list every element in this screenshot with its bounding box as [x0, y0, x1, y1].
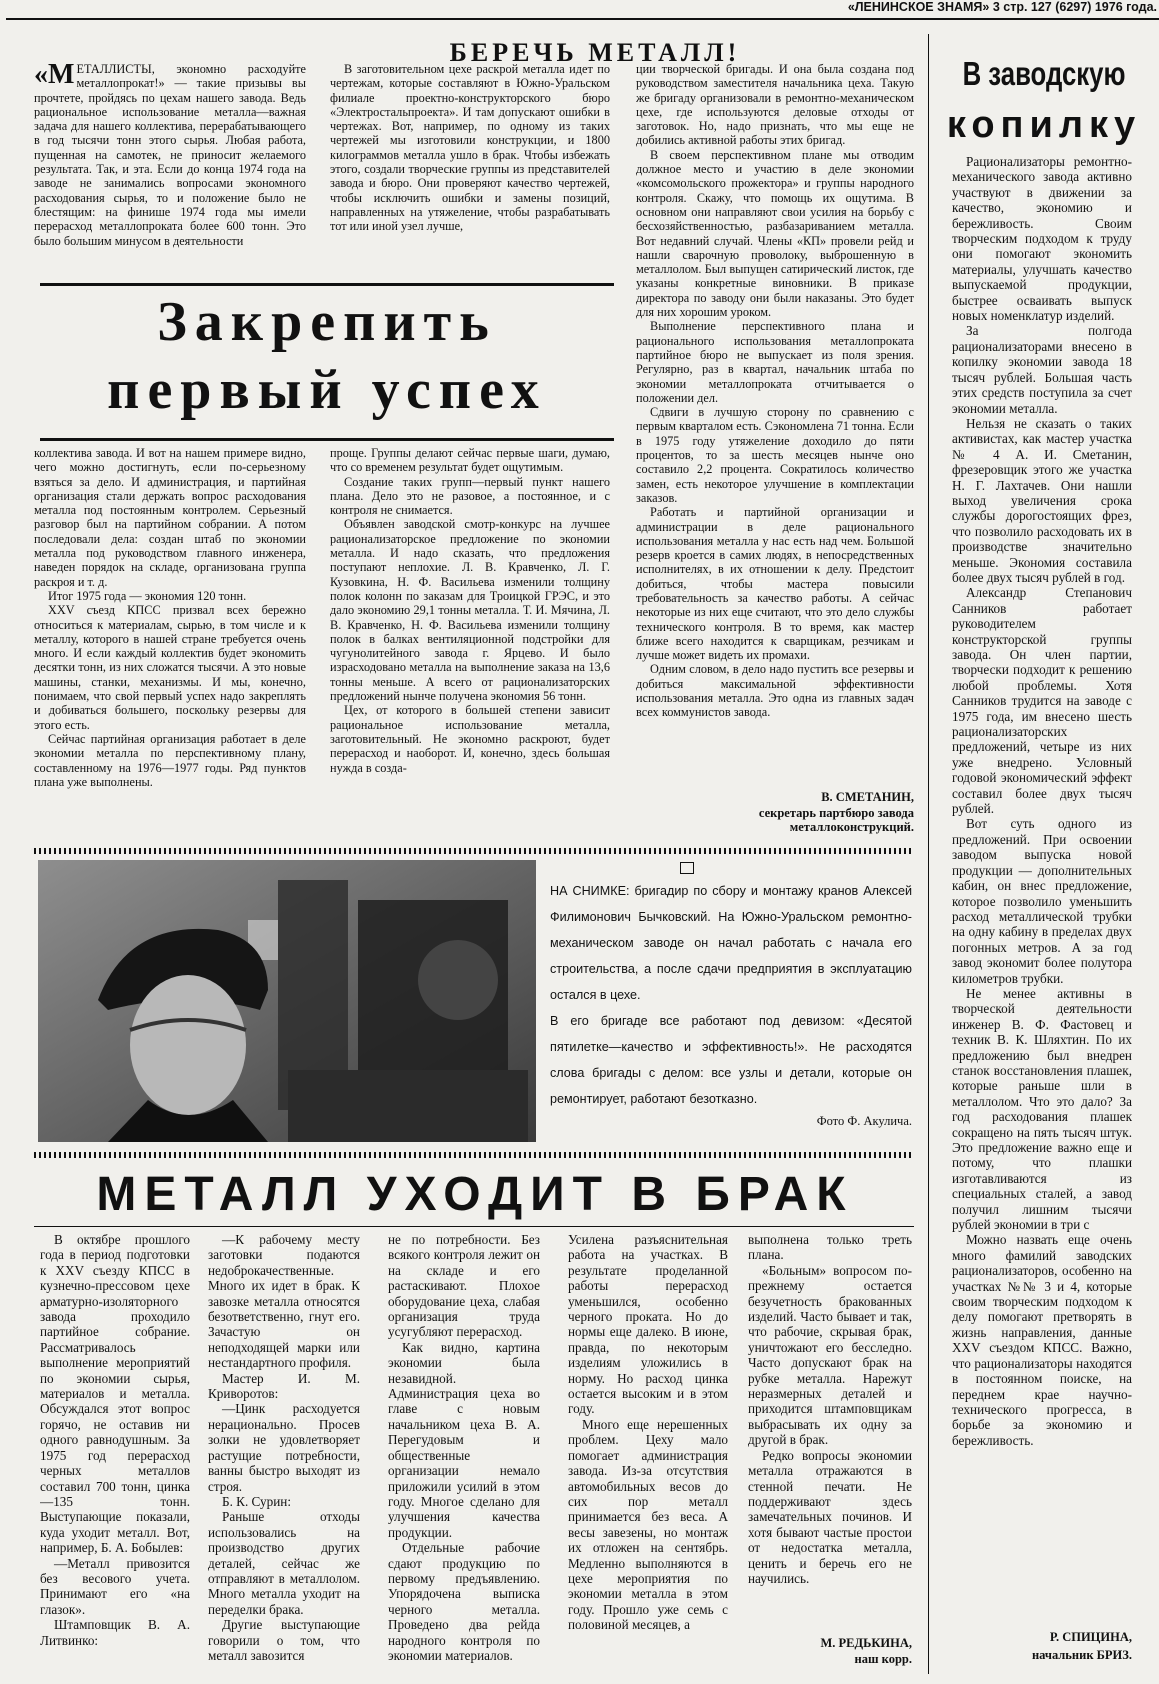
article1-col1-top [34, 62, 306, 274]
article1-col2-b-p2: Создание таких групп—первый пункт нашего плана. Дело это не разовое, а постоянное, и с контроля не снимается. [330, 474, 610, 518]
sidebar-p7: Можно назвать еще очень много фамилий заводских рационализаторов, особенно на участках №№ 3 и 4, которые своим творческим подходом к делу помогают претворять в жизнь направления, данные XXV съездом КПСС. Важно, что рационализаторы находятся в постоянном поиске, на переднем крае научно-технического прогресса, в борьбе за экономию и бережливость. [952, 1232, 1132, 1448]
photo-caption-p2: В его бригаде все работают под девизом: «Десятой пятилетке—качество и эффективность!». Не расходятся слова бригады с делом: все узлы и детали, которые он ремонтирует, работают безотказно. [550, 1014, 912, 1106]
sidebar-p4: Александр Степанович Санников работает руководителем конструкторской группы завода. Он член партии, творчески подходит к решению любой проблемы. Хотя Санников трудится на заводе с 1975 года, им внесено шесть рационализаторских предложений, четыре из них уже внедрено. Условный годовой экономический эффект составил более двух тысяч рублей. [952, 585, 1132, 817]
article2-c1-p2: —Металл привозится без весового учета. Принимают его «на глазок». [40, 1555, 190, 1617]
article2-c2-p6: Другие выступающие говорили о том, что металл завозится [208, 1617, 360, 1663]
article2-c3-p2: Как видно, картина экономии была незавидной. Администрация цеха во главе с новым начальником цеха В. А. Перегудовым и общественные организации немало приложили усилий в этом году. Многое сделано для улучшения качества продукции. [388, 1339, 540, 1540]
article1-col3-p2: В своем перспективном плане мы отводим должное место и участию в деле экономии «комсомольского прожектора» и группы народного контроля. Скажу, что помощь их ощутима. В основном они направляют свои усилия на борьбу с бесхозяйственностью, разбазариванием металла. Вот недавний случай. Члены «КП» провели рейд и нашли сварочную проволоку, выброшенную в металлолом. Был выпущен сатирический листок, где указаны конкретные виновники. В приказе директора по заводу они были наказаны. Это будет для них хорошим уроком. [636, 147, 914, 320]
headline-rule-bottom [40, 438, 614, 441]
article2-c2-p2: Мастер И. М. Криворотов: [208, 1370, 360, 1402]
article2-c2-p1: —К рабочему месту заготовки подаются недоброкачественные. Много их идет в брак. К завозке металла относятся безответственно, гнут его. Зачастую он неподходящей марки или нестандартного профиля. [208, 1232, 360, 1371]
sidebar-p2: За полгода рационализаторами внесено в копилку экономии завода 18 тысяч рублей. Большая часть этих средств поступила за счет экономии металла. [952, 323, 1132, 416]
caption-marker [680, 862, 694, 874]
article2-c5-p2: «Больным» вопросом по-прежнему остается безучетность бракованных изделий. Часто бывает и так, что рабочие, скрывая брак, уничтожают его бесследно. Часто допускают брак на рубке металла. Нарежут неразмерных деталей и приходится штамповщикам выбрасывать их одну за другой в брак. [748, 1262, 912, 1448]
sidebar-body [952, 154, 1132, 1630]
article1-col3 [636, 62, 914, 788]
photo-credit: Фото Ф. Акулича. [816, 1114, 912, 1128]
sidebar-p6: Не менее активны в творческой деятельности инженер В. Ф. Фастовец и техник В. К. Шляхтин. По их предложению был внедрен станок восстановления плашек, которые раньше шли в металлолом. Что это дало? За год расходования плашек сокращено на пять тысяч штук. Это предложение важно еще и потому, что плашки изготавливаются из специальных сталей, а завод получил лишним тысячи рублей экономии в три с [952, 985, 1132, 1233]
article1-col3-p5: Работать и партийной организации и администрации в деле рационального использования металла у нас есть над чем. Большой резерв кроется в самих людях, в непосредственных исполнителях, в их отношении к делу. Предстоит добиться, чтобы мастера повысили требовательность за качество работы. А сейчас некоторые из них еще считают, что это дело службы технического контроля. В то время, как мастер ближе всего находится к сварщикам, резчикам и лучше может видеть их промахи. [636, 505, 914, 663]
article1-signature-note: секретарь партбюро завода металлоконструкций. [758, 806, 914, 834]
article1-col3-p6: Одним словом, в дело надо пустить все резервы и добиться максимальной эффективности использования металла. Это одна из главных задач всех коммунистов завода. [636, 662, 914, 720]
article1-col1-b-p2: Итог 1975 года — экономия 120 тонн. [48, 588, 247, 603]
article1-headline-line2: первый успех [107, 359, 547, 421]
article2-headline: МЕТАЛЛ УХОДИТ В БРАК [96, 1168, 854, 1221]
article1-col2-bottom [330, 446, 610, 826]
article2-c2-p3: —Цинк расходуется нерационально. Просев золки не удовлетворяет растущие потребности, ванны быстро выходят из строя. [208, 1401, 360, 1494]
sidebar-headline-line2: копилку [946, 104, 1142, 146]
headline-rule-top [40, 283, 614, 286]
photo-caption-p1: НА СНИМКЕ: бригадир по сбору и монтажу кранов Алексей Филимонович Бычковский. На Южно-Уральском ремонтно-механическом заводе он начал работать с начала его строительства, а после сдачи предприятия в эксплуатацию остался в цехе. [550, 884, 912, 1002]
masthead-rule [6, 18, 1159, 20]
article2-headline-rule [34, 1226, 914, 1227]
article2-col2 [208, 1232, 360, 1672]
article2-c2-p4: Б. К. Сурин: [222, 1493, 291, 1509]
article1-col1-b-p3: XXV съезд КПСС призвал всех бережно относиться к материалам, сырью, в том числе и к металлу, которого в нашей стране требуется очень много. И если каждый коллектив будет экономить десятки тонн, из них сложатся тысячи. А это новые машины, станки, механизмы. И мы, конечно, понимаем, что свой первый успех надо закреплять и добиваться большего, поскольку резервы для этого есть. [34, 603, 306, 732]
sidebar-p5: Вот суть одного из предложений. При освоении заводом выпуска новой продукции — дополнительных кабин, он внес предложение, которое позволило уменьшить расход металлической трубки на одну кабину в пределах двух погонных метров. А за год завод экономит более полутора километров трубки. [952, 816, 1132, 986]
article1-col2-top-text: В заготовительном цехе раскрой металла идет по чертежам, которые составляют в Южно-Уральском филиале проектно-конструкторского бюро «Электростальпроекта». И там допускают ошибки в чертежах. Вот, например, по одному из таких чертежей мы изготовили конструкции, и 1800 килограммов металла ушло в брак. Чтобы избежать этого, создали творческие группы из представителей завода и бюро. Они проверяют качество чертежей, чтобы исключить ошибки и замены позиций, направленных на утяжеление, чтобы разрабатывать тот или иной узел лучше, [330, 62, 610, 234]
article1-col2-b-p4: Цех, от которого в большей степени зависит рациональное использование металла, заготовительный. Не экономно раскроют, будет перерасход и наоборот. И, конечно, здесь большая нужда в созда- [330, 703, 610, 775]
article2-c3-p3: Отдельные рабочие сдают продукцию по первому предъявлению. Упорядочена выписка черного металла. Проведено два рейда народного контроля по экономии материалов. [388, 1540, 540, 1663]
article2-c5-p3: Редко вопросы экономии металла отражаются в стенной печати. Не поддерживают здесь замечательных починов. И хотя бывают частые простои от недостатка металла, ценить и беречь его не научились. [748, 1447, 912, 1586]
article1-col3-p4: Сдвиги в лучшую сторону по сравнению с первым кварталом есть. Сэкономлена 71 тонна. Если в 1975 году утяжеление доходило до пяти процентов, то за шесть месяцев нынче оно составило 2,2 процента. Сократилось количество замен, есть некоторое улучшение в комплектации заказов. [636, 405, 914, 505]
sidebar-p3: Нельзя не сказать о таких активистах, как мастер участка № 4 А. И. Сметанин, фрезеровщик этого же участка Н. Г. Лахтачев. Они нашли выход увеличения срока службы дорогостоящих фрез, что позволило расходовать их в производстве значительно меньше. Экономия составила более двух тысяч рублей в год. [952, 415, 1132, 585]
sidebar-headline-line1: В заводскую [962, 55, 1126, 92]
article2-col4 [568, 1232, 728, 1672]
article1-col2-b-p1: проще. Группы делают сейчас первые шаги, думаю, что со временем результат будет ощутимым. [330, 446, 610, 475]
article1-col1-bottom [34, 446, 306, 826]
article1-col2-top [330, 62, 610, 274]
article2-col3 [388, 1232, 540, 1672]
article1-col3-p3: Выполнение перспективного плана и рационального использования металлопроката партийное бюро не выпускает из поля зрения. Регулярно, раз в квартал, начальник штаба по экономии металлопроката отчитывается о положении дел. [636, 319, 914, 405]
sidebar-signature-note: начальник БРИЗ. [1031, 1648, 1132, 1662]
sidebar-divider [928, 34, 929, 1674]
article1-col1-b-p4: Сейчас партийная организация работает в деле экономии металла по перспективному плану, составленному на 1976—1977 годы. Ряд пунктов плана уже выполнены. [34, 731, 306, 789]
section-title: БЕРЕЧЬ МЕТАЛЛ! [449, 38, 741, 67]
article2-signature: М. РЕДЬКИНА, [820, 1636, 912, 1650]
photo-caption [550, 878, 912, 1114]
article2-col5 [748, 1232, 912, 1632]
article2-c1-p1: В октябре прошлого года в период подготовки к XXV съезду КПСС в кузнечно-прессовом цехе арматурно-изоляторного завода проходило партийное собрание. Рассматривалось выполнение мероприятий по экономии сырья, материалов и металла. Обсуждался этот вопрос горячо, не оставив ни одного равнодушным. За 1975 год перерасход черных металлов составил 700 тонн, цинка—135 тонн. Выступающие показали, куда уходит металл. Вот, например, Б. А. Бобылев: [40, 1232, 190, 1556]
article2-c4-p2: Много еще нерешенных проблем. Цеху мало помогает администрация завода. Из-за отсутствия автомобильных весов до сих пор металл принимается без веса. А весы завезены, но монтаж их отложен на сентябрь. Медленно выполняются в цехе мероприятия по экономии металла в этом году. Прошло уже семь с половиной месяцев, а [568, 1416, 728, 1633]
article2-c3-p1: не по потребности. Без всякого контроля лежит он на складе и его растаскивают. Плохое оборудование цеха, слабая организация труда усугубляют перерасход. [388, 1232, 540, 1340]
worker-photo-image [38, 860, 536, 1142]
article2-c2-p5: Раньше отходы использовались на производство других деталей, сейчас же отправляют в металлолом. Много металла уходит на переделки брака. [208, 1509, 360, 1617]
masthead: «ЛЕНИНСКОЕ ЗНАМЯ» 3 стр. 127 (6297) 1976 года. [847, 0, 1157, 14]
photo-top-rule [34, 848, 914, 854]
article1-col3-p1: ции творческой бригады. И она была создана под руководством заместителя начальника цеха. Такую же бригаду организовали в ремонтно-механическом цехе, где используются деловые отходы от заготовок. Но, надо признать, что мы еще не добились активной работы этих бригад. [636, 62, 914, 148]
article2-col1 [40, 1232, 190, 1672]
article2-c4-p1: Усилена разъяснительная работа на участках. В результате проделанной работы перерасход уменьшился, особенно черного проката. Но до нормы еще далеко. В июне, правда, по некоторым изделиям уложились в норму. Но расход цинка остается высоким и в этом году. [568, 1232, 728, 1417]
article2-c5-p1: выполнена только треть плана. [748, 1232, 912, 1263]
article2-c1-p3: Штамповщик В. А. Литвинко: [40, 1617, 190, 1648]
article1-col2-b-p3: Объявлен заводской смотр-конкурс на лучшее рационализаторское предложение по экономии металла. И надо сказать, что предложения поступают неплохие. Л. В. Кравченко, Л. Г. Кузовкина, Н. Ф. Васильева изменили толщину полок колонн по заказам для Троицкой ГРЭС, и это дало экономию 29,1 тонны металла. Т. И. Мячина, Л. В. Кравченко, Н. Ф. Васильева изменили толщину полок в балках вентиляционной подстройки для чугунолитейного завода г. Ярцево. И было израсходовано металла на выполнение заказа на 13,6 тонны меньше. А всего от рационализаторских предложений нынче получена экономия 56 тонн. [330, 517, 610, 704]
article1-signature: В. СМЕТАНИН, [821, 790, 914, 804]
article1-col1-top-text: ЕТАЛЛИСТЫ, экономно расходуйте металлопрокат!» — такие призывы вы прочтете, пройдясь по цехам нашего завода. Ведь рациональное использование металла—важная задача для нашего коллектива, перерабатывающего в год тысячи тонн этого сырья. Любая работа, пущенная на самотек, не приносит желаемого результата. Так, и эта. Если до конца 1974 года на заводе не занимались вопросами экономного расходования сырья, то и положение было не блестящим: на финише 1974 года мы имели перерасход металлопроката более 600 тонн. Это было большим минусом в деятельности [34, 62, 306, 248]
article2-signature-note: наш корр. [854, 1652, 912, 1666]
article1-headline-line1: Закрепить [157, 291, 497, 353]
article1-col1-b-p1: коллектива завода. И вот на нашем примере видно, чего можно достигнуть, если по-серьезному взяться за дело. И администрация, и партийная организация стали держать вопрос расходования металла под постоянным контролем. Серьезный разговор был на партийном собрании. А потом последовали дела: создан штаб по экономии металла под руководством главного инженера, наведен порядок на складе, организована группа раскроя и т. д. [34, 446, 306, 589]
article2-top-rule [34, 1152, 914, 1158]
sidebar-p1: Рационализаторы ремонтно-механического завода активно участвуют в движении за качество, экономию и бережливость. Своим творческим подходом к труду они помогают экономить материалы, улучшать качество выпускаемой продукции, быстрее осваивать выпуск новых номенклатур изделий. [952, 154, 1132, 324]
sidebar-signature: Р. СПИЦИНА, [1049, 1630, 1132, 1644]
article1-dropcap: «М [34, 62, 75, 90]
worker-photo [38, 860, 536, 1142]
